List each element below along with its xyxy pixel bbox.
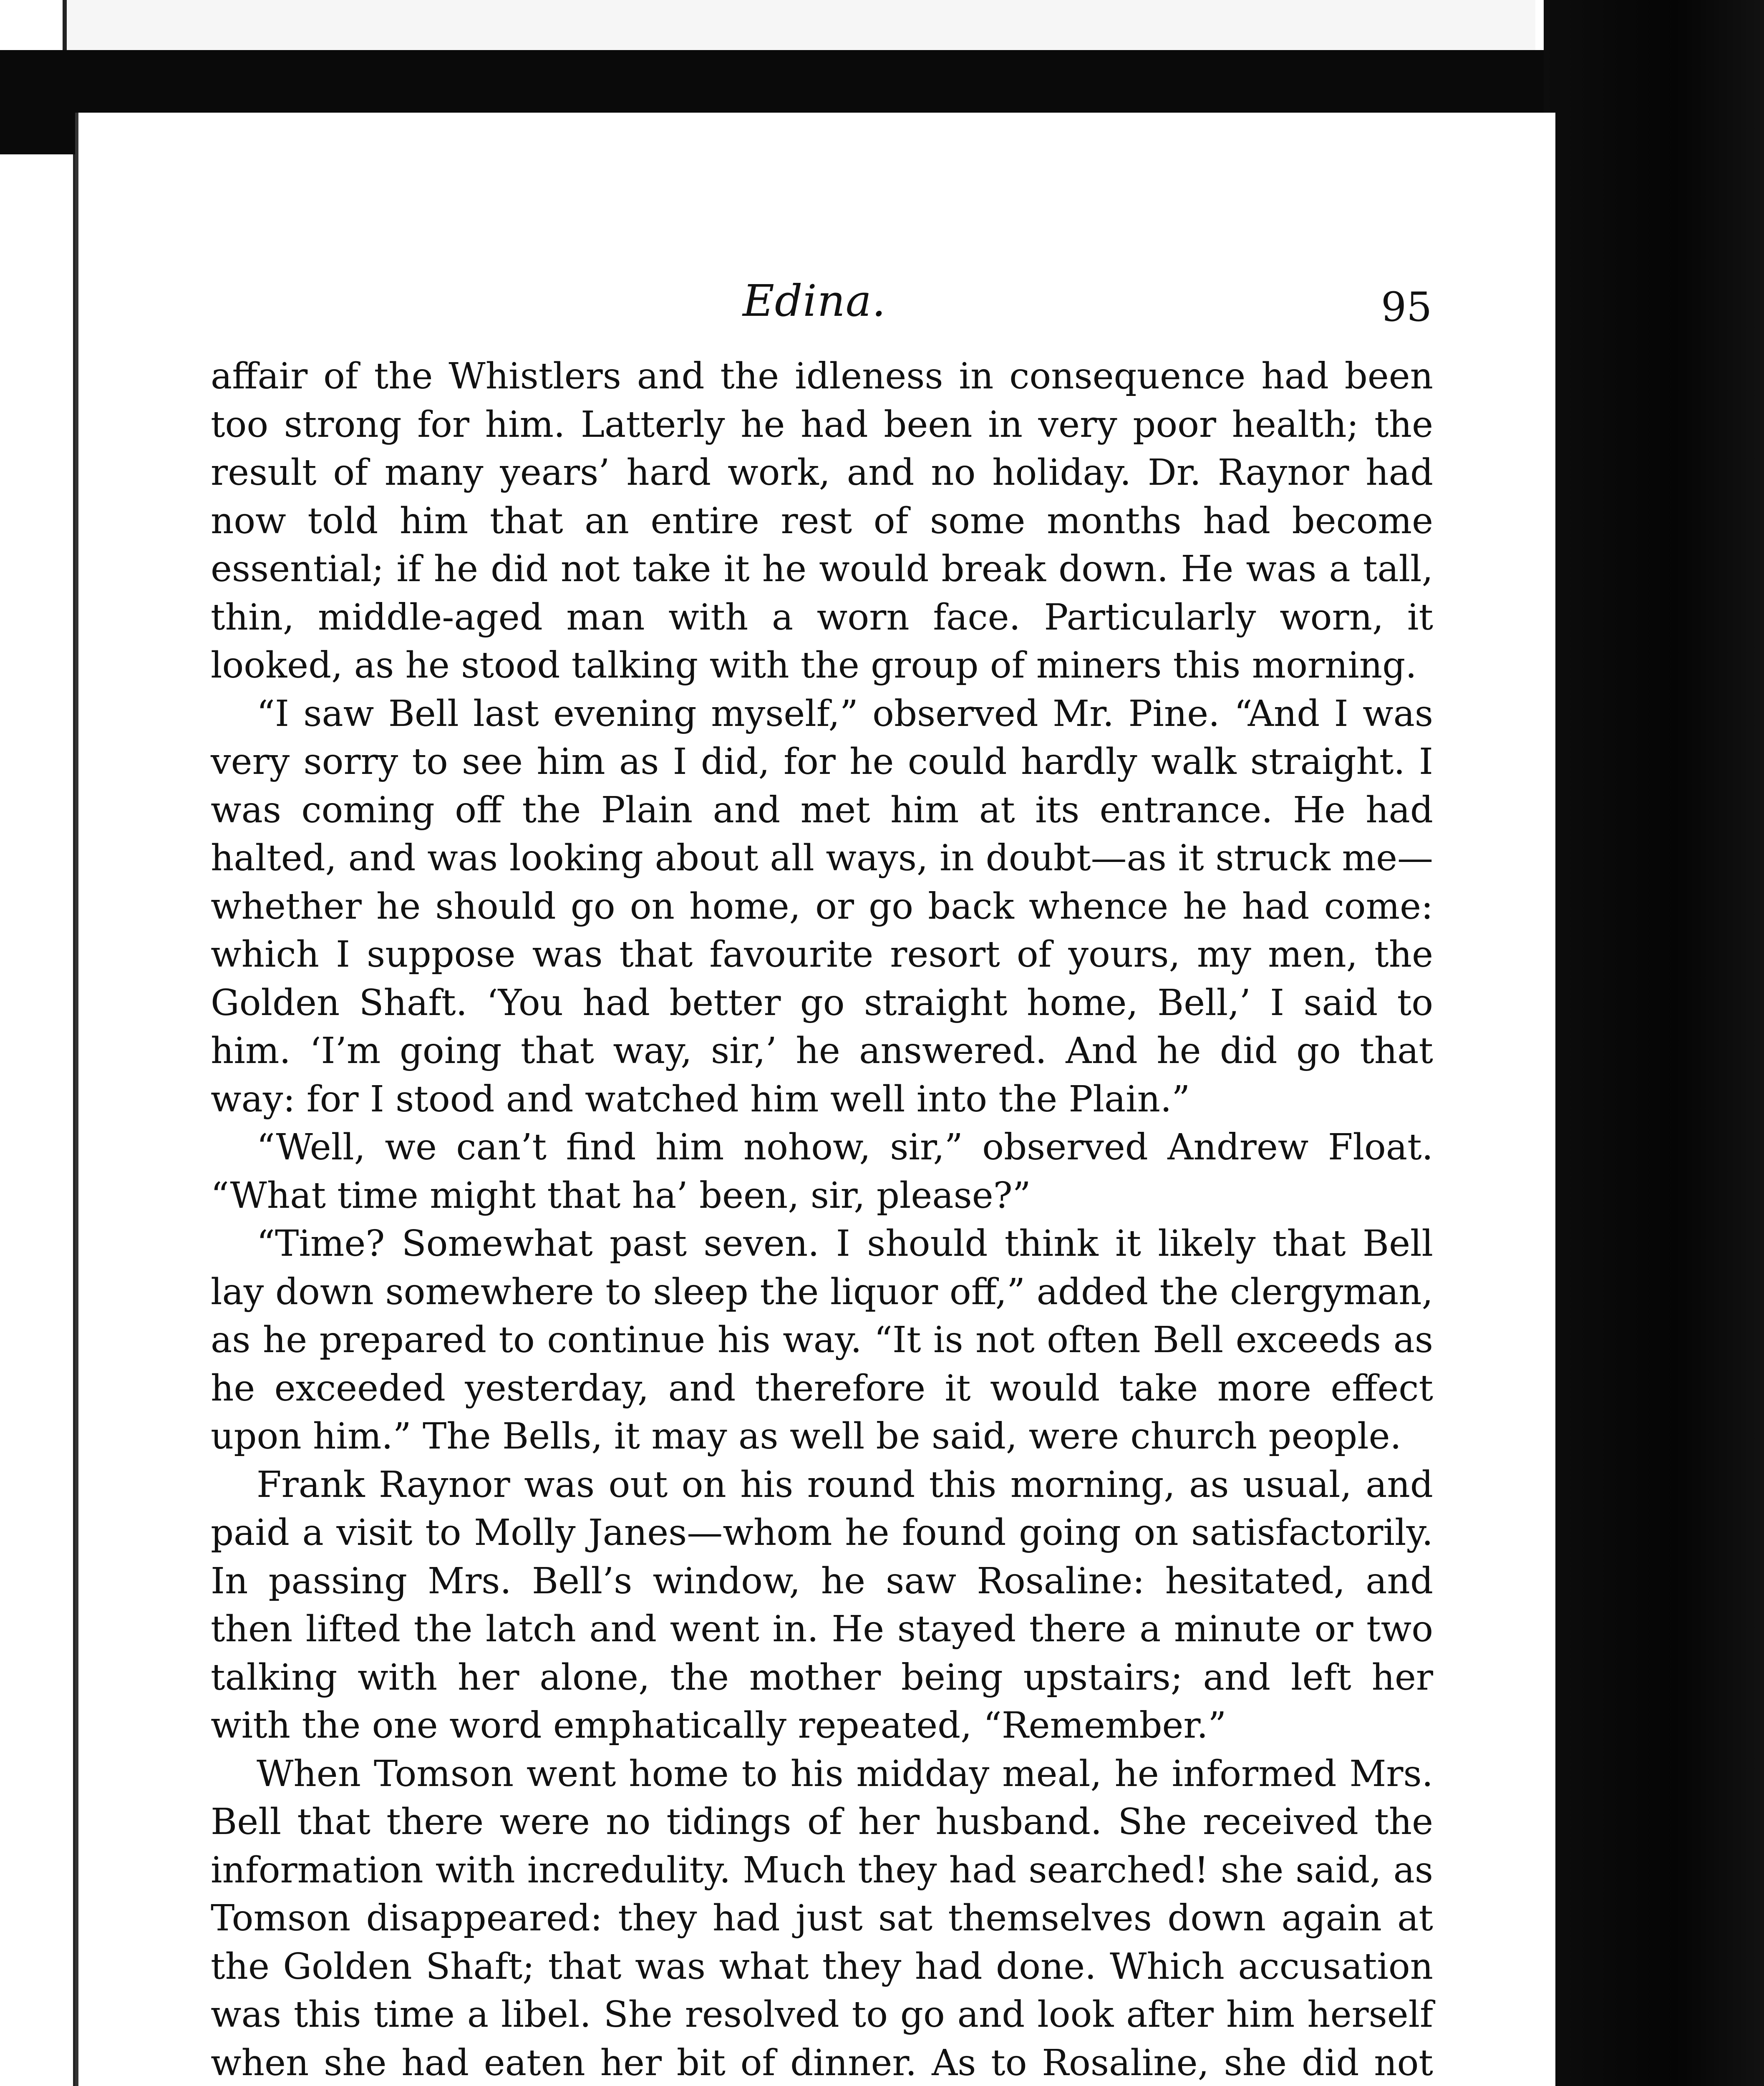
page-number: 95 bbox=[1381, 284, 1432, 330]
paragraph: When Tomson went home to his midday meal, he informed Mrs. Bell that there were no tidings of her husband. She received the information with incredulity. Much they had searched! she said, as Tomson disappeared: they had just sat themselves down again at the Golden Shaft; that was what they had done. Which accusation was this time a libel. She resolved to go and look after him herself when she had eaten her bit of dinner. As to Rosaline, she did not bbox=[211, 1753, 1433, 2084]
paragraph: affair of the Whistlers and the idleness in consequence had been too strong for him. Latterly he had been in very poor health; the result of many years’ hard work, and no holiday. Dr. Raynor had now told him that an entire rest of some months had become essential; if he did not take it he would break down. He was a tall, thin, middle-aged man with a worn face. Particularly worn, it looked, as he stood talking with the group of miners this morning. bbox=[211, 355, 1433, 686]
page-body bbox=[211, 353, 1433, 2086]
previous-page-strip bbox=[63, 0, 1535, 50]
adjacent-page-edge bbox=[0, 0, 78, 2086]
scan-right-border bbox=[1544, 0, 1764, 2086]
paragraph: Frank Raynor was out on his round this morning, as usual, and paid a visit to Molly Janes—whom he found going on satisfactorily. In passing Mrs. Bell’s window, he saw Rosaline: hesitated, and then lifted the latch and went in. He stayed there a minute or two talking with her alone, the mother being upstairs; and left her with the one word emphatically repeated, “Remember.” bbox=[211, 1464, 1433, 1746]
running-title: Edina. bbox=[743, 275, 886, 326]
paragraph: “Well, we can’t find him nohow, sir,” observed Andrew Float. “What time might that ha’ been, sir, please?” bbox=[211, 1126, 1433, 1217]
paragraph: “I saw Bell last evening myself,” observed Mr. Pine. “And I was very sorry to see him as I did, for he could hardly walk straight. I was coming off the Plain and met him at its entrance. He had halted, and was looking about all ways, in doubt—as it struck me—whether he should go on home, or go back whence he had come: which I suppose was that favourite resort of yours, my men, the Golden Shaft. ‘You had better go straight home, Bell,’ I said to him. ‘I’m going that way, sir,’ he answered. And he did go that way: for I stood and watched him well into the Plain.” bbox=[211, 693, 1433, 1120]
paragraph: “Time? Somewhat past seven. I should think it likely that Bell lay down somewhere to sleep the liquor off,” added the clergyman, as he prepared to continue his way. “It is not often Bell exceeds as he exceeded yesterday, and therefore it would take more effect upon him.” The Bells, it may as well be said, were church people. bbox=[211, 1223, 1433, 1457]
